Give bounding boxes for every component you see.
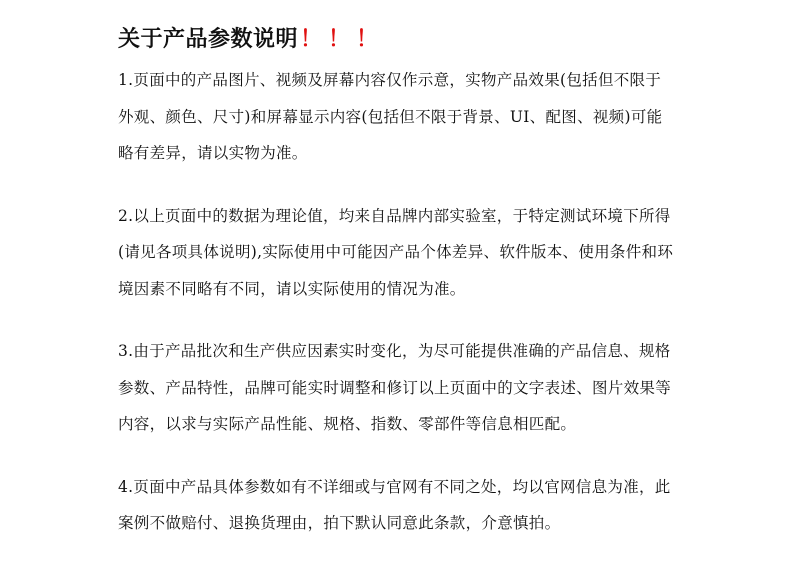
paragraph-line: 3.由于产品批次和生产供应因素实时变化，为尽可能提供准确的产品信息、规格 bbox=[118, 342, 671, 360]
paragraph-line: 案例不做赔付、退换货理由，拍下默认同意此条款，介意慎拍。 bbox=[118, 514, 561, 532]
paragraph-4 bbox=[118, 469, 678, 542]
title-exclamation-marks: ！！！ bbox=[300, 26, 385, 52]
paragraph-1 bbox=[118, 62, 678, 172]
paragraph-2 bbox=[118, 198, 678, 308]
paragraph-line: 内容，以求与实际产品性能、规格、指数、零部件等信息相匹配。 bbox=[118, 415, 577, 433]
paragraph-line: 略有差异，请以实物为准。 bbox=[118, 144, 308, 162]
page-title-text: 关于产品参数说明 bbox=[118, 26, 299, 52]
disclaimer-document bbox=[118, 22, 678, 568]
paragraph-line: 外观、颜色、尺寸)和屏幕显示内容(包括但不限于背景、UI、配图、视频)可能 bbox=[118, 107, 663, 126]
paragraph-line: 参数、产品特性，品牌可能实时调整和修订以上页面中的文字表述、图片效果等 bbox=[118, 378, 672, 397]
paragraph-line: 境因素不同略有不同，请以实际使用的情况为准。 bbox=[118, 279, 466, 298]
paragraph-line: (请见各项具体说明),实际使用中可能因产品个体差异、软件版本、使用条件和环 bbox=[118, 243, 674, 261]
paragraph-3 bbox=[118, 333, 678, 443]
paragraph-line: 1.页面中的产品图片、视频及屏幕内容仅作示意，实物产品效果(包括但不限于 bbox=[118, 71, 662, 89]
paragraph-line: 4.页面中产品具体参数如有不详细或与官网有不同之处，均以官网信息为准，此 bbox=[118, 477, 671, 496]
page-title bbox=[118, 22, 678, 56]
paragraph-line: 2.以上页面中的数据为理论值，均来自品牌内部实验室，于特定测试环境下所得 bbox=[118, 206, 671, 225]
